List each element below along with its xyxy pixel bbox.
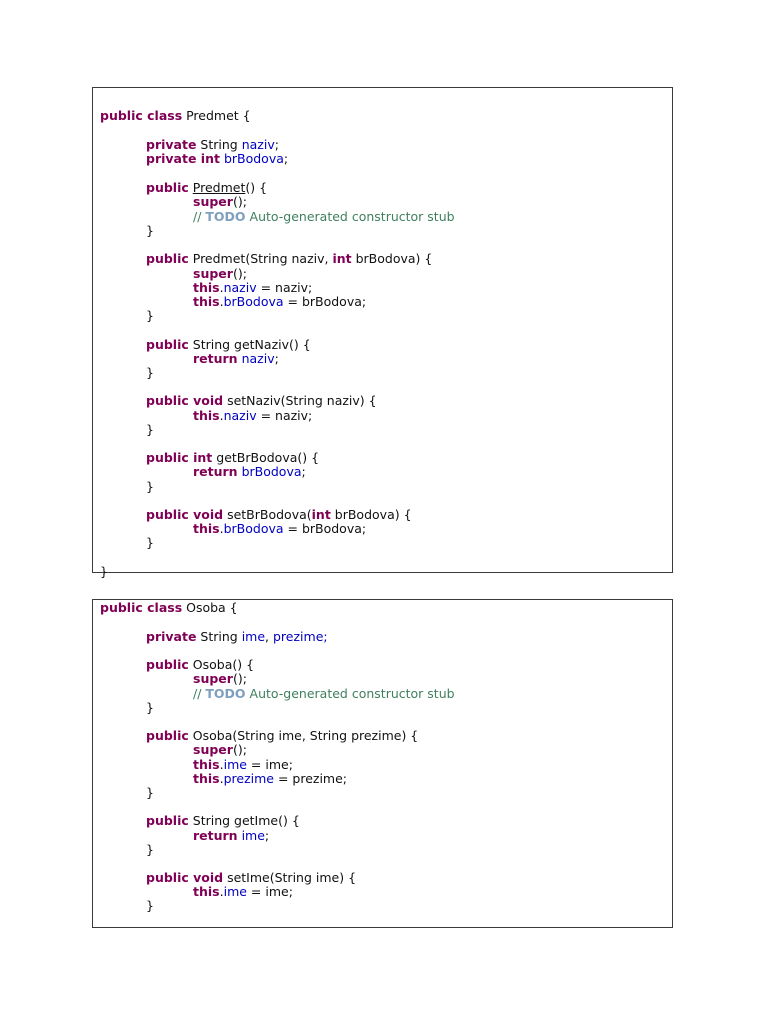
keyword: public [146,251,189,266]
keyword: public class [100,600,183,615]
code-text: } [146,785,154,800]
keyword: super [193,671,233,686]
keyword: this [193,280,220,295]
keyword: return [193,828,238,843]
code-text: . [219,521,224,536]
code-line [93,630,328,644]
code-text: , [265,629,273,644]
code-line [93,899,154,913]
code-text: } [100,564,108,579]
code-line [93,601,238,615]
keyword: this [193,757,220,772]
code-text: Osoba { [182,600,238,615]
code-text: ; [274,351,279,366]
keyword: return [193,464,238,479]
code-text: = naziv; [256,280,313,295]
keyword: return [193,351,238,366]
code-text: (); [232,266,247,281]
code-text: ; [264,828,270,843]
code-text: ; [301,464,306,479]
keyword: int [332,251,352,266]
keyword: public void [146,507,224,522]
code-text: } [146,422,154,437]
code-text: ; [283,151,289,166]
code-text: (); [232,671,247,686]
code-text: . [219,884,224,899]
keyword: public int [146,450,213,465]
code-text: String getIme() { [188,813,300,828]
code-text: } [146,479,154,494]
keyword: public [146,728,189,743]
field-name: ime [241,629,266,644]
code-line [93,480,154,494]
keyword: super [193,266,233,281]
constructor-name: Predmet [192,180,246,195]
field-name: brBodova [241,464,302,479]
comment: Auto-generated constructor stub [245,209,455,224]
comment: Auto-generated constructor stub [245,686,455,701]
field-name: ime [223,757,247,772]
code-line [93,423,154,437]
code-line [93,338,311,352]
code-text: brBodova) { [330,507,412,522]
code-text: } [146,535,154,550]
keyword: public [146,813,189,828]
code-line [93,814,300,828]
code-text: Osoba(String ime, String prezime) { [188,728,419,743]
code-line [93,672,247,686]
keyword: this [193,294,220,309]
code-text: . [219,408,224,423]
code-text: setNaziv(String naziv) { [223,393,377,408]
code-text: } [146,700,154,715]
keyword: private [146,137,197,152]
code-line [93,565,108,579]
code-text: getBrBodova() { [212,450,320,465]
code-text: = naziv; [256,408,313,423]
code-text: () { [245,180,268,195]
keyword: public [146,180,189,195]
code-line [93,281,312,295]
field-name: brBodova [223,521,284,536]
code-line [93,871,356,885]
code-text: setBrBodova( [223,507,312,522]
code-line [93,394,377,408]
code-line [93,109,251,123]
keyword: public void [146,870,224,885]
code-text: . [219,294,224,309]
keyword: private int [146,151,220,166]
field-name: brBodova [223,294,284,309]
field-name: naziv [223,408,257,423]
code-line [93,352,279,366]
field-name: brBodova [223,151,284,166]
code-text: setIme(String ime) { [223,870,357,885]
code-line [93,829,269,843]
keyword: private [146,629,197,644]
code-text: String [196,137,242,152]
field-name: prezime [223,771,274,786]
code-text: = brBodova; [283,521,367,536]
code-line [93,451,319,465]
code-text: } [146,223,154,238]
code-text: Osoba() { [188,657,255,672]
code-text: } [146,898,154,913]
code-line [93,152,288,166]
code-text: = brBodova; [283,294,367,309]
code-text: Predmet { [182,108,251,123]
code-line [93,366,154,380]
todo-tag: TODO [205,686,246,701]
keyword: this [193,884,220,899]
code-line [93,522,366,536]
keyword: public [146,337,189,352]
code-text: Predmet(String naziv, [188,251,333,266]
code-line [93,224,154,238]
code-line [93,729,418,743]
code-line [93,309,154,323]
code-line [93,687,455,701]
code-block-predmet-class [92,87,673,579]
field-name: naziv [223,280,257,295]
keyword: int [311,507,331,522]
code-text: } [146,842,154,857]
code-line [93,267,247,281]
code-text: String [196,629,242,644]
code-line [93,536,154,550]
field-name: prezime [273,629,324,644]
keyword: public void [146,393,224,408]
code-line [93,409,312,423]
comment: // [193,209,206,224]
keyword: super [193,194,233,209]
code-line [93,885,293,899]
keyword: public class [100,108,183,123]
code-text: ; [274,137,279,152]
field-name: ; [323,629,328,644]
field-name: ime [223,884,247,899]
code-text: (); [232,194,247,209]
keyword: super [193,742,233,757]
code-line [93,743,247,757]
code-line [93,295,366,309]
code-line [93,508,412,522]
code-line [93,701,154,715]
code-text: } [146,365,154,380]
keyword: this [193,408,220,423]
code-line [93,758,293,772]
keyword: this [193,771,220,786]
code-line [93,252,432,266]
code-text: String getNaziv() { [188,337,311,352]
field-name: naziv [241,351,275,366]
code-text: = ime; [246,884,293,899]
code-text: (); [232,742,247,757]
code-text: = prezime; [273,771,348,786]
code-line [93,658,254,672]
code-line [93,138,279,152]
field-name: ime [241,828,265,843]
field-name: naziv [241,137,275,152]
code-text: } [146,308,154,323]
code-text: brBodova) { [351,251,433,266]
code-text: . [219,280,224,295]
code-line [93,843,154,857]
code-line [93,465,306,479]
todo-tag: TODO [205,209,246,224]
code-text: . [219,771,224,786]
code-line [93,772,347,786]
keyword: public [146,657,189,672]
code-text: = ime; [246,757,293,772]
code-line [93,210,455,224]
code-line [93,786,154,800]
comment: // [193,686,206,701]
code-text: . [219,757,224,772]
code-line [93,181,267,195]
code-line [93,195,247,209]
keyword: this [193,521,220,536]
code-block-osoba-class [92,599,673,928]
